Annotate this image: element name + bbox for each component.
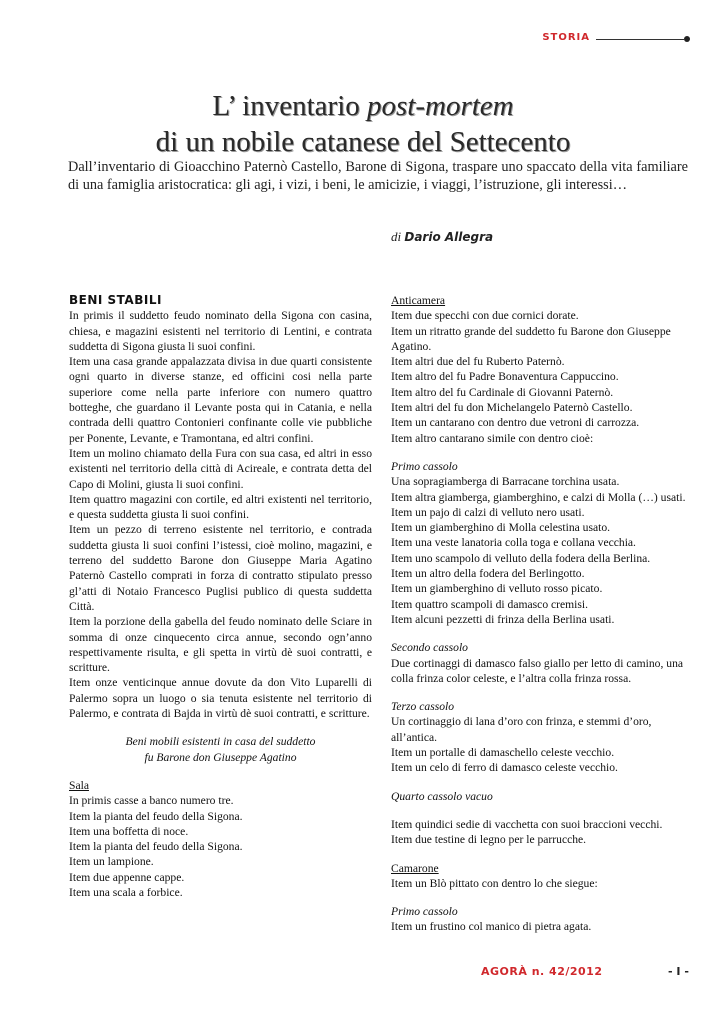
drawer-heading: Terzo cassolo [391,700,455,714]
paragraph: Item onze venticinque annue dovute da don Vito Luparelli di Palermo sopra un luogo o sia tenuta esistente nel territorio di Palermo, e contrata di Bajda in virtù dè suoi contratti, e scritture. [69,676,372,721]
list-item: Item altri del fu don Michelangelo Paternò Castello. [391,401,633,415]
list-item: Item un altro della fodera del Berlingotto. [391,567,585,581]
section-heading: BENI STABILI [69,293,162,307]
list-item: Item un Blò pittato con dentro lo che siegue: [391,876,598,890]
title-line1-b: post-mortem [367,90,514,122]
list-item: Un cortinaggio di lana d’oro con frinza, e stemmi d’oro, all’antica. [391,715,652,744]
room-heading: Anticamera [391,294,446,307]
list-item: Item un giamberghino di Molla celestina usato. [391,521,611,535]
drawer-heading: Primo cassolo [391,459,458,473]
drawer-heading: Primo cassolo [391,905,458,919]
list-item: In primis casse a banco numero tre. [69,794,234,808]
list-item: Item altro cantarano simile con dentro cioè: [391,431,594,445]
list-item: Item una boffetta di noce. [69,824,189,838]
list-item: Item un celo di ferro di damasco celeste vecchio. [391,761,618,775]
list-item: Item una scala a forbice. [69,885,183,899]
subheading-line: fu Barone don Giuseppe Agatino [144,750,297,764]
list-item: Item due specchi con due cornici dorate. [391,309,579,323]
list-item: Item un cantarano con dentro due vetroni di carrozza. [391,416,640,430]
article-title [60,88,666,160]
paragraph: Item una casa grande appalazzata divisa in due quarti consistente ogni quarto in diverse stanze, ed officini cosi nella parte superiore come nella parte inferiore con numero quattro botteghe, che guardano il Levante posta qui in Catania, e nella contrada delli quattro Contonieri confinante colle vie pubbliche per Ponente, Levante, e Tramontana, ed altri confini. [69,355,372,445]
paragraph: Item un pezzo di terreno esistente nel territorio, e contrada suddetta giusta li suoi confini l’istessi, cioè molino, magazini, e terreno del suddetto Barone don Giuseppe Maria Agatino Paternò Castello comprati in forza di contratto stipulato presso gl’atti di Notaio Francesco Puglisi publico di questa suddetta Città. [69,523,372,613]
byline [391,229,493,245]
paragraph: In primis il suddetto feudo nominato della Sigona con casina, chiesa, e magazini esistenti nel territorio di Lentini, e contrata suddetta di Sigona giusta li suoi confini. [69,309,372,353]
list-item: Item una veste lanatoria colla toga e collana vecchia. [391,536,636,550]
left-column [69,293,372,900]
standfirst: Dall’inventario di Gioacchino Paternò Castello, Barone di Sigona, traspare uno spaccato della vita familiare di una famiglia aristocratica: gli agi, i vizi, i beni, le amicizie, i viaggi, l’istruzione, gli interessi… [68,159,688,193]
byline-prefix: di [391,229,402,244]
list-item: Item altra giamberga, giamberghino, e calzi di Molla (…) usati. [391,490,686,504]
list-item: Item quattro scampoli di damasco cremisi. [391,597,589,611]
section-rule [596,39,684,40]
list-item: Item un lampione. [69,855,154,869]
list-item: Item altro del fu Padre Bonaventura Cappuccino. [391,370,619,384]
right-column [391,293,693,935]
title-line2: di un nobile catanese del Settecento [155,126,571,158]
drawer-heading: Secondo cassolo [391,641,468,655]
room-heading: Camarone [391,861,439,875]
page-number: - I - [668,965,689,978]
list-item: Item altri due del fu Ruberto Paternò. [391,355,565,369]
magazine-issue: AGORÀ n. 42/2012 [481,965,603,978]
list-item: Item un giamberghino di velluto rosso picato. [391,582,603,596]
title-line1-a: L’ inventario [212,90,368,122]
paragraph: Item un molino chiamato della Fura con sua casa, ed altri in esso existenti nel territorio della città di Acireale, e contrata detta del Capo di Molini, giusta li suoi confini. [69,446,372,491]
list-item: Item due appenne cappe. [69,870,185,884]
list-item: Item quindici sedie di vacchetta con suoi braccioni vecchi. [391,817,663,831]
list-item: Item la pianta del feudo della Sigona. [69,840,243,854]
paragraph: Item quattro magazini con cortile, ed altri existenti nel territorio, e questa suddetta giusta li suoi confini. [69,492,372,522]
list-item: Due cortinaggi di damasco falso giallo per letto di camino, una colla frinza color celeste, e l’altra colla frinza rossa. [391,656,684,685]
section-tag: STORIA [542,32,590,43]
list-item: Una sopragiamberga di Barracane torchina usata. [391,475,620,489]
list-item: Item un frustino col manico di pietra agata. [391,920,592,934]
list-item: Item altro del fu Cardinale di Giovanni Paternò. [391,385,614,399]
list-item: Item la pianta del feudo della Sigona. [69,809,243,823]
list-item: Item alcuni pezzetti di frinza della Berlina usati. [391,612,615,626]
drawer-heading: Quarto cassolo vacuo [391,789,493,803]
list-item: Item un ritratto grande del suddetto fu Barone don Giuseppe Agatino. [391,324,671,353]
list-item: Item uno scampolo di velluto della fodera della Berlina. [391,551,651,565]
section-dot-icon [684,36,690,42]
list-item: Item due testine di legno per le parrucche. [391,833,587,847]
list-item: Item un pajo di calzi di velluto nero usati. [391,505,585,519]
list-item: Item un portalle di damaschello celeste vecchio. [391,746,615,760]
paragraph: Item la porzione della gabella del feudo nominato delle Sciare in somma di onze cinquecento circa annue, secondo ogn’anno respettivamente risulta, e gli spetta in virtù dè suoi contratti, e scritture. [69,615,372,675]
subheading-line: Beni mobili esistenti in casa del suddetto [125,735,316,749]
room-heading: Sala [69,778,89,792]
byline-author: Dario Allegra [404,230,494,244]
